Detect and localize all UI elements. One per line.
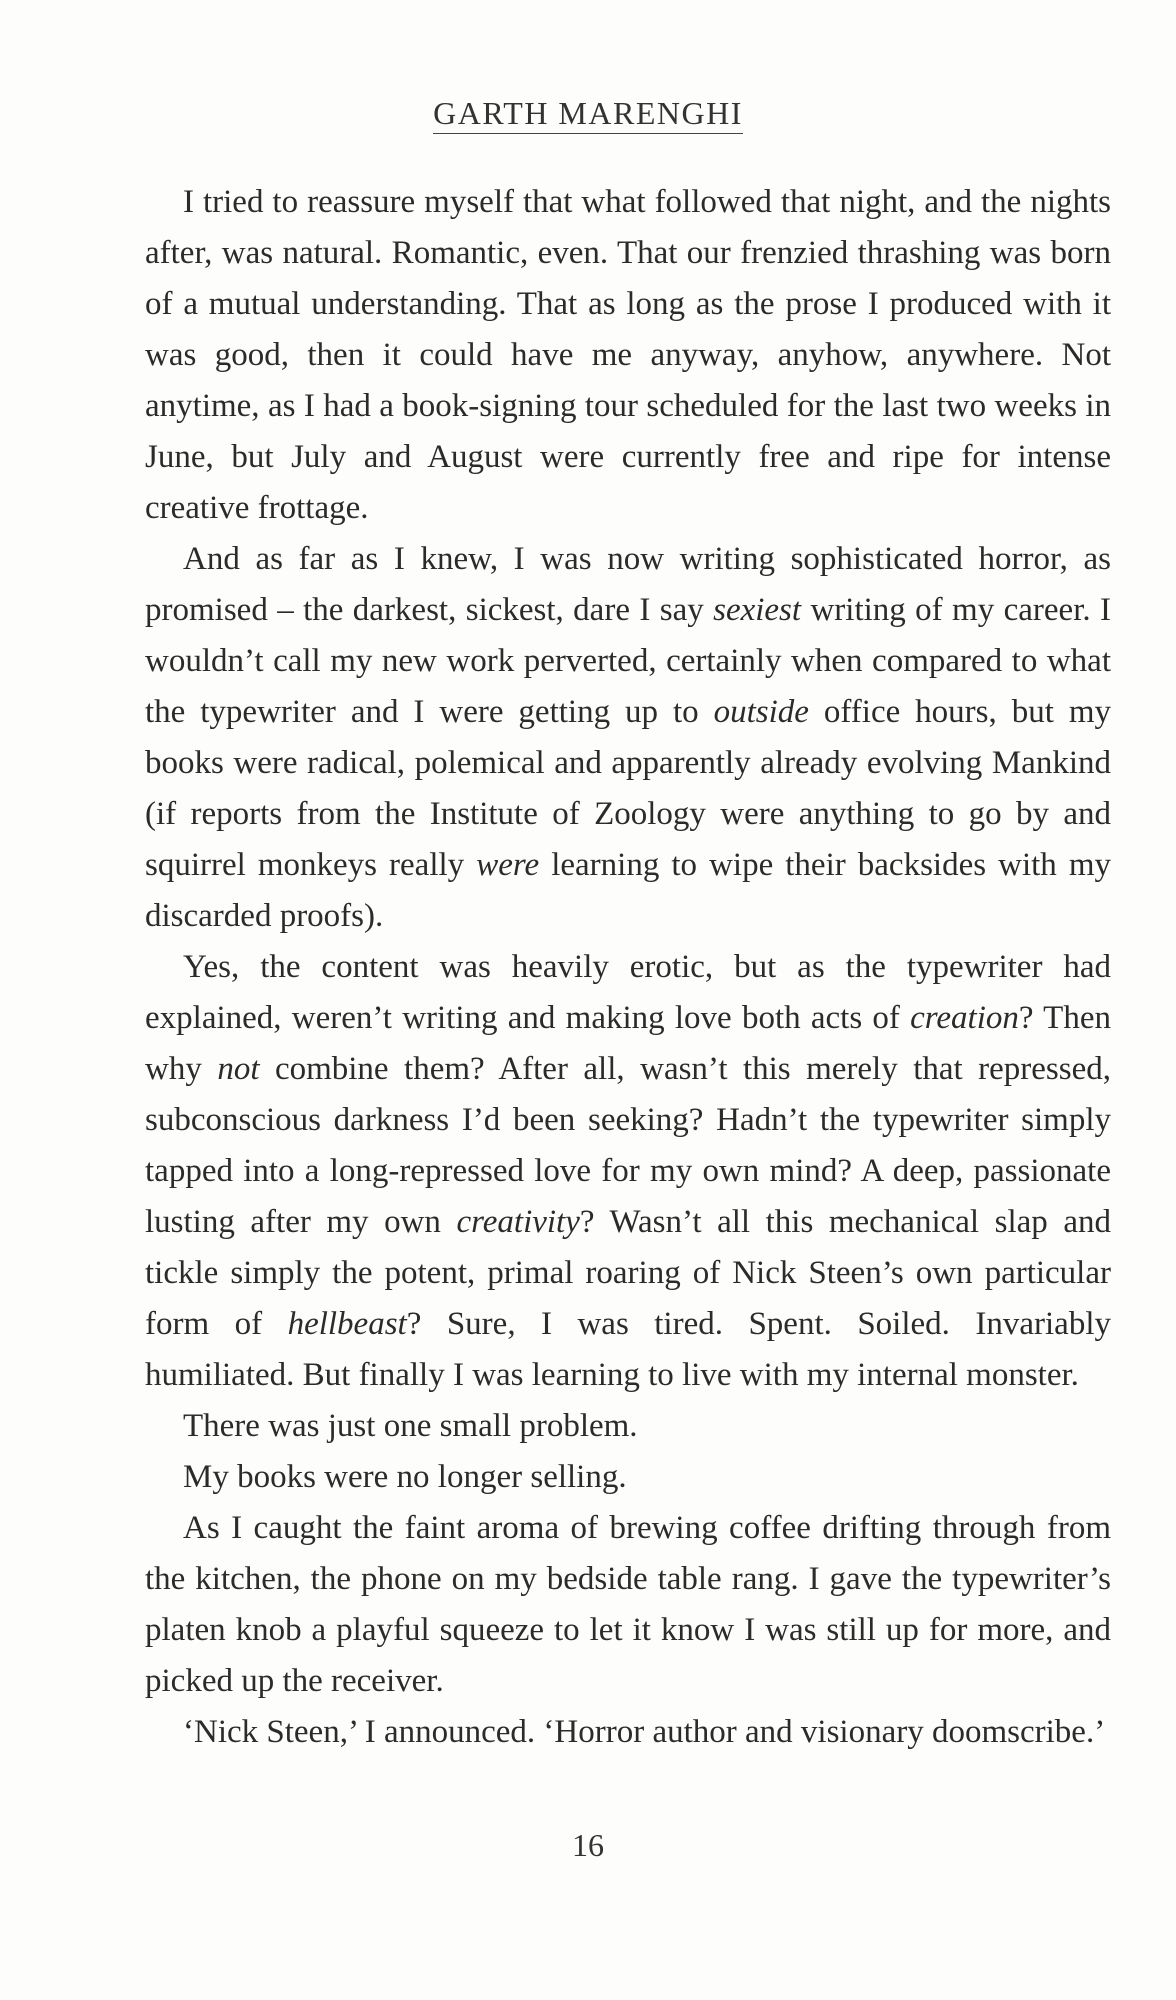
paragraph (145, 1452, 1111, 1503)
paragraph (145, 942, 1111, 1401)
paragraph (145, 1401, 1111, 1452)
italic-text: not (217, 1051, 260, 1087)
page-number: 16 (572, 1827, 604, 1863)
text-run: office hours, but my books were radical, polemical and apparently already evolving Mankind (if reports from the Institute of Zoology were anything to go by and squirrel monkeys really (145, 694, 1112, 883)
paragraph (145, 534, 1111, 942)
text-run: ‘Nick Steen,’ I announced. ‘Horror author and visionary doomscribe.’ (183, 1714, 1106, 1750)
running-title: GARTH MARENGHI (433, 95, 743, 134)
text-run: writing of my career. I wouldn’t call my new work perverted, certainly when compared to what the typewriter and I were getting up to (145, 592, 1111, 730)
text-run: ? Then why (145, 1000, 1111, 1087)
text-run: And as far as I knew, I was now writing sophisticated horror, as promised – the darkest, sickest, dare I say (145, 541, 1111, 628)
text-run: ? Wasn’t all this mechanical slap and tickle simply the potent, primal roaring of Nick Steen’s own particular form of (145, 1204, 1111, 1342)
text-run: learning to wipe their backsides with my discarded proofs). (145, 847, 1111, 934)
italic-text: were (476, 847, 540, 883)
paragraph (145, 1707, 1111, 1758)
italic-text: creativity (456, 1204, 580, 1240)
text-run: Yes, the content was heavily erotic, but as the typewriter had explained, weren’t writing and making love both acts of (145, 949, 1111, 1036)
italic-text: outside (713, 694, 809, 730)
text-run: ? Sure, I was tired. Spent. Soiled. Invariably humiliated. But finally I was learning to live with my internal monster. (145, 1306, 1111, 1393)
italic-text: hellbeast (287, 1306, 407, 1342)
body-text (145, 177, 1111, 1758)
paragraph (145, 177, 1111, 534)
text-run: There was just one small problem. (183, 1408, 638, 1444)
text-run: As I caught the faint aroma of brewing coffee drifting through from the kitchen, the phone on my bedside table rang. I gave the typewriter’s platen knob a playful squeeze to let it know I was still up for more, and picked up the receiver. (145, 1510, 1111, 1699)
italic-text: sexiest (713, 592, 802, 628)
paragraph (145, 1503, 1111, 1707)
italic-text: creation (910, 1000, 1019, 1036)
text-run: combine them? After all, wasn’t this merely that repressed, subconscious darkness I’d been seeking? Hadn’t the typewriter simply tapped into a long-repressed love for my own mind? A deep, passionate lusting after my own (145, 1051, 1111, 1240)
running-head (0, 95, 1176, 132)
text-run: My books were no longer selling. (183, 1459, 627, 1495)
text-run: I tried to reassure myself that what followed that night, and the nights after, was natural. Romantic, even. That our frenzied thrashing was born of a mutual understanding. That as long as the prose I produced with it was good, then it could have me anyway, anyhow, anywhere. Not anytime, as I had a book-signing tour scheduled for the last two weeks in June, but July and August were currently free and ripe for intense creative frottage. (145, 184, 1111, 526)
